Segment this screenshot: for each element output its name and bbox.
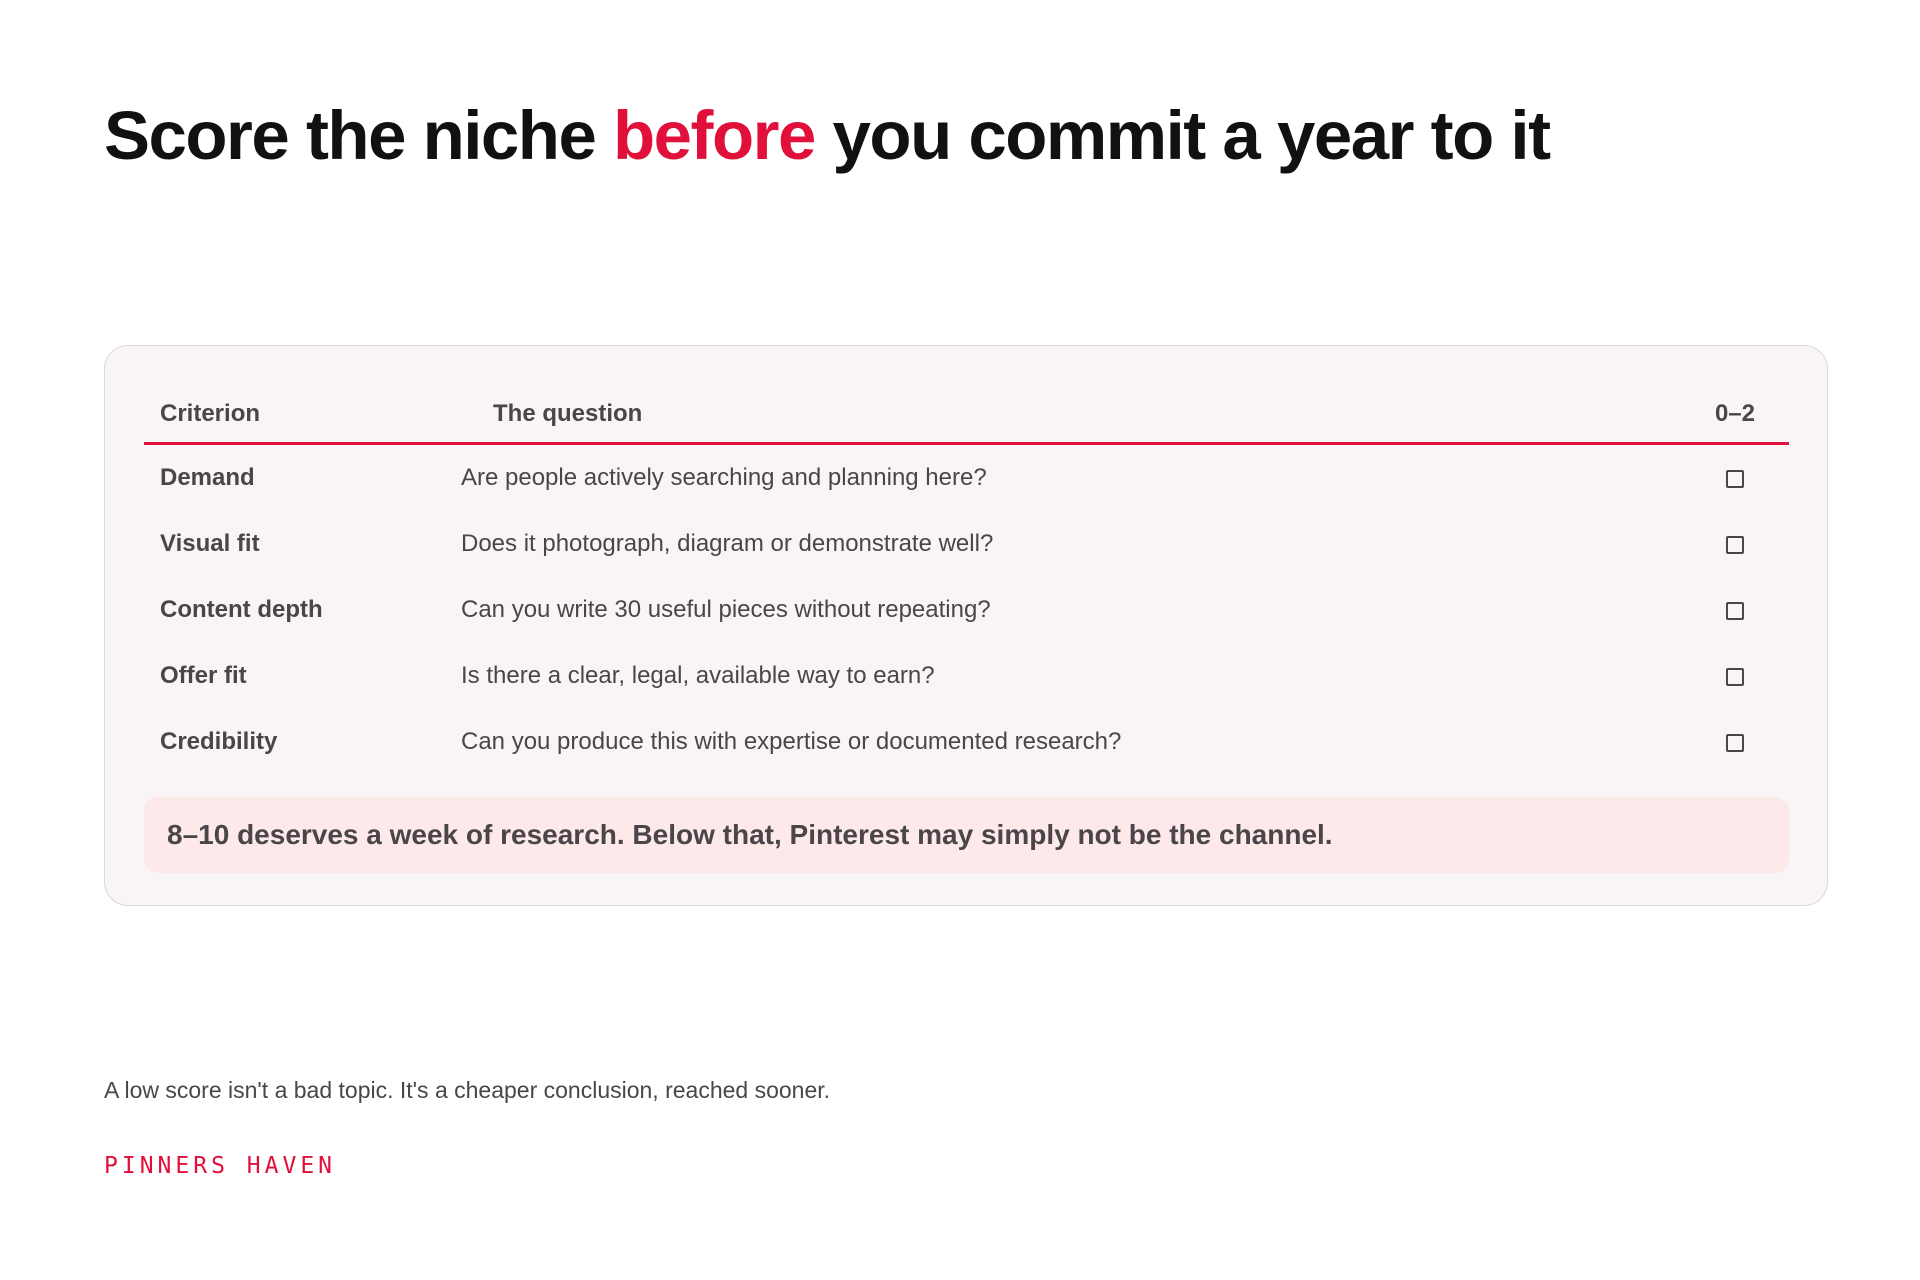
header-criterion: Criterion	[144, 386, 461, 444]
score-cell	[1608, 444, 1789, 512]
table-row	[144, 577, 1789, 643]
score-cell	[1608, 577, 1789, 643]
scoring-table	[144, 386, 1789, 775]
criterion-demand: Demand	[160, 464, 255, 491]
table-row	[144, 511, 1789, 577]
score-cell	[1608, 511, 1789, 577]
table-row	[144, 643, 1789, 709]
question-content-depth: Can you write 30 useful pieces without repeating?	[461, 596, 991, 623]
title-lead: Score the niche	[104, 97, 613, 174]
header-question: The question	[461, 386, 1608, 444]
table-row	[144, 444, 1789, 512]
question-credibility: Can you produce this with expertise or documented research?	[461, 728, 1122, 755]
criterion-visual-fit: Visual fit	[160, 530, 260, 557]
score-checkbox-visual-fit[interactable]	[1726, 536, 1744, 554]
criterion-credibility: Credibility	[160, 728, 278, 755]
scoring-card	[104, 345, 1828, 906]
question-demand: Are people actively searching and planning here?	[461, 464, 987, 491]
criterion-content-depth: Content depth	[160, 596, 323, 623]
question-visual-fit: Does it photograph, diagram or demonstrate well?	[461, 530, 994, 557]
score-checkbox-credibility[interactable]	[1726, 734, 1744, 752]
question-offer-fit: Is there a clear, legal, available way to earn?	[461, 662, 935, 689]
score-cell	[1608, 643, 1789, 709]
score-checkbox-offer-fit[interactable]	[1726, 668, 1744, 686]
page-title	[104, 98, 1550, 174]
header-score: 0–2	[1608, 386, 1789, 444]
title-accent-word: before	[613, 97, 815, 174]
verdict-callout: 8–10 deserves a week of research. Below that, Pinterest may simply not be the channel.	[144, 797, 1789, 873]
footnote: A low score isn't a bad topic. It's a cheaper conclusion, reached sooner.	[104, 1077, 831, 1103]
criterion-offer-fit: Offer fit	[160, 662, 247, 689]
brand-wordmark: PINNERS HAVEN	[104, 1153, 337, 1179]
title-tail: you commit a year to it	[814, 97, 1550, 174]
score-cell	[1608, 709, 1789, 775]
table-header-row	[144, 386, 1789, 444]
table-row	[144, 709, 1789, 775]
score-checkbox-content-depth[interactable]	[1726, 602, 1744, 620]
score-checkbox-demand[interactable]	[1726, 470, 1744, 488]
